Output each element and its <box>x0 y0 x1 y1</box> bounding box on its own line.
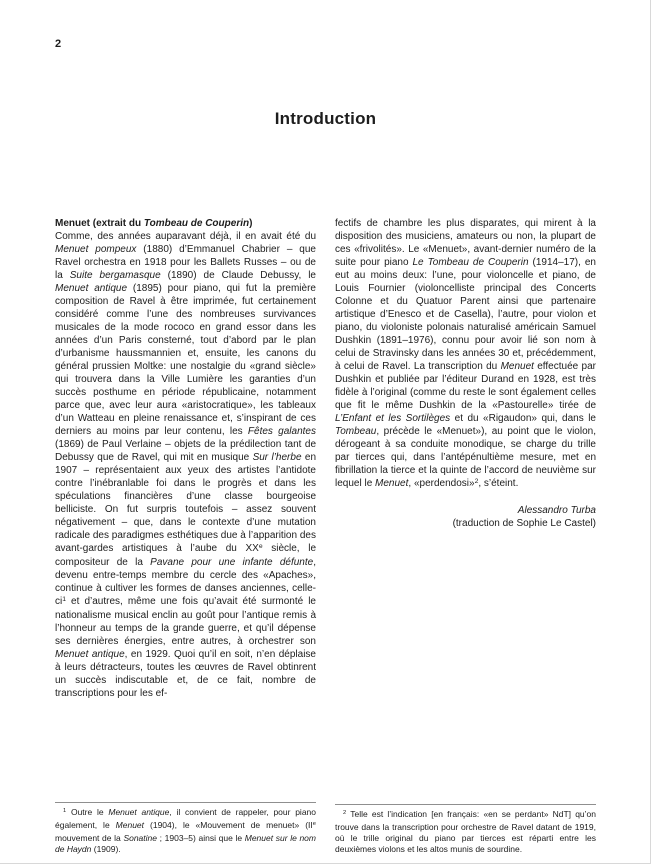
footnote-1-text: $^1$ Outre le Menuet antique, il convient de rappeler, pour piano également, le Menuet (1904), le «Mouvement de menuet» (IIe mouvement de la Sonatine ; 1903–5) ainsi que le Menuet sur le nom de Haydn (1909). <box>55 807 317 854</box>
page-title: Introduction <box>274 109 377 128</box>
right-body-text: fectifs de chambre les plus disparates, qui mirent à la disposition des musiciens, amateurs ou non, la plupart de ces «frivolités». Le «Menuet», avant-dernier numéro de la suite pour piano Le Tombeau de Couperin (1914–17), en eut au moins deux: l’une, pour violoncelle et piano, de Louis Fournier (violoncelliste principal des Concerts Colonne et du Quatuor Parent ainsi que partenaire artistique d’Enesco et de Casella), l’autre, pour violon et piano, du violoniste polonais naturalisé américain Samuel Dushkin (1891–1976), connu pour avoir lié son nom à celui de Stravinsky dans les années 30 et, précédemment, à celui de Ravel. La transcription du Menuet effectuée par Dushkin et publiée par l’éditeur Durand en 1928, est très fidèle à l’original (comme du reste le sont également celles que fit le même Dushkin de la «Pastourelle» tirée de L’Enfant et les Sortilèges et du «Rigaudon» qui, dans le Tombeau, précède le «Menuet»), au point que le violon, dérogeant à sa conduite monodique, se charge du trille par tierces qui, dans l’antépénultième mesure, met en fibrillation la tierce et la quinte de l’accord de neuvième sur lequel le Menuet, «perdendosi»$^2$, s’éteint. <box>335 218 596 489</box>
translation-credit: (traduction de Sophie Le Castel) <box>452 518 596 529</box>
left-body-text: Comme, des années auparavant déjà, il en avait été du Menuet pompeux (1880) d’Emmanuel Chabrier – que Ravel orchestra en 1918 pour les Ballets Russes – ou de la Suite bergamasque (1890) de Claude Debussy, le Menuet antique (1895) pour piano, qui fut la première composition de Ravel à être imprimée, fut certainement considéré comme l’une des nombreuses survivances musicales de la mode rococo en grand essor dans les années d’un Paris consterné, tout d’abord par le plan d’urbanisme haussmannien et, ensuite, les canons du général prussien Moltke: une nostalgie du «grand siècle» qui trouvera dans la Ville Lumière les garanties d’un succès posthume en période républicaine, notamment parce que, avec leur aura «aristocratique», les tableaux d’un Watteau en pleine renaissance et, s’inspirant de ces derniers au moins par leur contenu, les Fêtes galantes (1869) de Paul Verlaine – objets de la prédilection tant de Debussy que de Ravel, qui mit en musique Sur l’herbe en 1907 – représentaient aux yeux des artistes l’antidote contre l’inébranlable foi dans le progrès et dans les spéculations financières d’une classe bourgeoise belliciste. On fut surpris toutefois – assez souvent négativement – que, dans le contexte d’une mutation radicale des paradigmes esthétiques due à l’apparition des avant-gardes artistiques à l’aube du XXe siècle, le compositeur de la Pavane pour une infante défunte, devenu entre-temps membre du cercle des «Apaches», continue à cultiver les formes de danses anciennes, celle-$ci^1$ et d’autres, même une fois qu’avait été surmonté le nationalisme musical enclin au goût pour l’antique remis à l’honneur au temps de la grande guerre, et qu’il dépense ses dernières énergies, entre autres, à orchestrer son Menuet antique, en 1929. Quoi qu’il en soit, n’en déplaise à leurs détracteurs, toutes les œuvres de Ravel obtinrent un succès indiscutable et, de ce fait, nombre de transcriptions pour les ef- <box>55 231 317 699</box>
right-footnote-block <box>335 798 596 855</box>
text-columns <box>55 217 596 855</box>
section-heading: Menuet (extrait du Tombeau de Couperin) <box>55 218 253 229</box>
left-footnote-block <box>55 796 316 855</box>
page-number: 2 <box>55 38 62 50</box>
right-column <box>335 217 596 855</box>
left-column <box>55 217 316 855</box>
footnote-rule <box>55 802 316 803</box>
author-name: Alessandro Turba <box>517 505 596 516</box>
footnote-rule <box>335 804 596 805</box>
footnote-2-text: $^2$ Telle est l’indication [en français: «en se perdant» NdT] qu’on trouve dans la transcription pour orchestre de Ravel datant de 1919, où le trille original du piano par tierces est réparti entre les deuxièmes violons et les altos munis de sourdine. <box>335 809 596 854</box>
